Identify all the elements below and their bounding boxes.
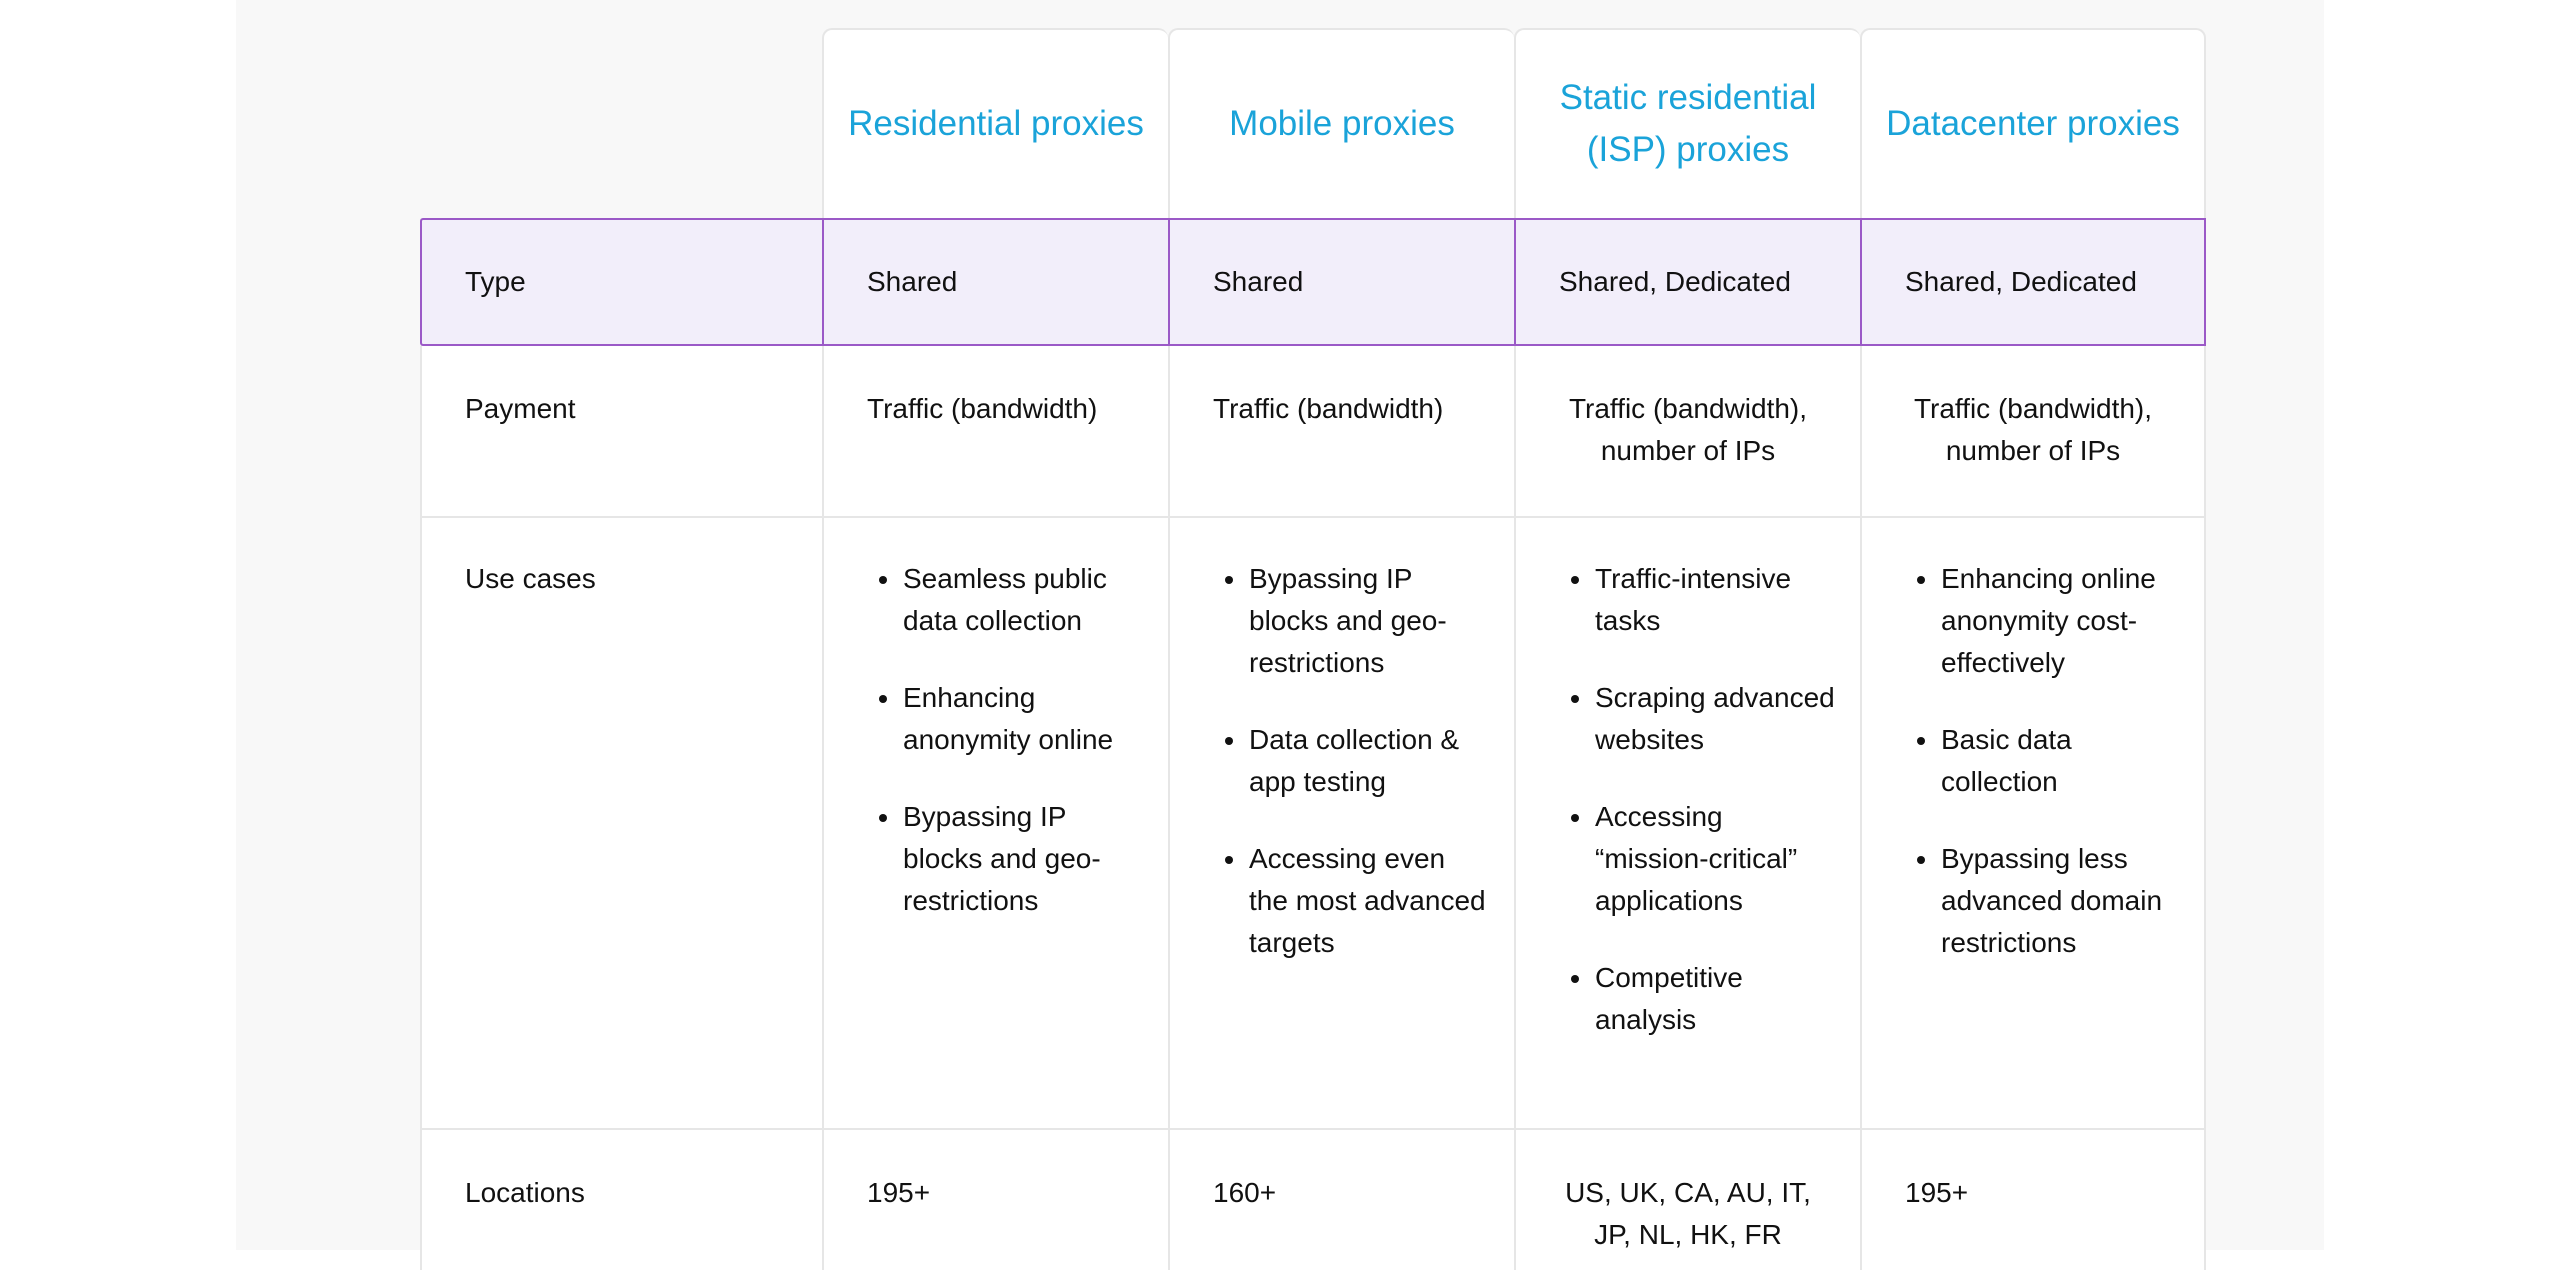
use-case-list bbox=[1213, 558, 1514, 964]
list-item: Bypassing IP blocks and geo-restrictions bbox=[903, 796, 1144, 922]
column-header-datacenter: Datacenter proxies bbox=[1860, 28, 2206, 218]
locations-text: US, UK, CA, AU, IT, JP, NL, HK, FR bbox=[1565, 1177, 1811, 1250]
list-item: Seamless public data collection bbox=[903, 558, 1144, 642]
row-label-payment: Payment bbox=[420, 346, 822, 518]
list-item: Traffic-intensive tasks bbox=[1595, 558, 1836, 642]
table-cell: 195+ bbox=[822, 1130, 1168, 1270]
list-item: Basic data collection bbox=[1941, 719, 2180, 803]
list-item: Enhancing online anonymity cost-effectively bbox=[1941, 558, 2180, 684]
table-row-payment bbox=[420, 346, 2206, 518]
row-label-locations: Locations bbox=[420, 1130, 822, 1270]
column-header-static-residential: Static residential (ISP) proxies bbox=[1514, 28, 1860, 218]
table-cell: Shared, Dedicated bbox=[1860, 218, 2206, 346]
table-cell bbox=[1514, 518, 1860, 1130]
row-label-type: Type bbox=[420, 218, 822, 346]
table-header-row bbox=[420, 28, 2206, 218]
row-label-use-cases: Use cases bbox=[420, 518, 822, 1130]
table-cell bbox=[1860, 346, 2206, 518]
table-cell bbox=[1514, 1130, 1860, 1270]
table-cell: Shared bbox=[822, 218, 1168, 346]
table-cell: Shared bbox=[1168, 218, 1514, 346]
table-cell bbox=[1860, 518, 2206, 1130]
use-case-list bbox=[1559, 558, 1860, 1041]
table-cell: Traffic (bandwidth) bbox=[822, 346, 1168, 518]
list-item: Bypassing less advanced domain restrictions bbox=[1941, 838, 2180, 964]
payment-text: Traffic (bandwidth), number of IPs bbox=[1568, 393, 1808, 466]
table-cell bbox=[822, 518, 1168, 1130]
table-cell bbox=[1168, 518, 1514, 1130]
use-case-list bbox=[867, 558, 1168, 922]
list-item: Accessing even the most advanced targets bbox=[1249, 838, 1490, 964]
header-empty-cell bbox=[420, 28, 822, 218]
table-row-use-cases bbox=[420, 518, 2206, 1130]
use-case-list bbox=[1905, 558, 2204, 964]
table-cell: Traffic (bandwidth) bbox=[1168, 346, 1514, 518]
table-cell bbox=[1514, 346, 1860, 518]
column-header-mobile: Mobile proxies bbox=[1168, 28, 1514, 218]
table-cell: 195+ bbox=[1860, 1130, 2206, 1270]
table-row-locations bbox=[420, 1130, 2206, 1270]
list-item: Competitive analysis bbox=[1595, 957, 1836, 1041]
table-cell: Shared, Dedicated bbox=[1514, 218, 1860, 346]
column-header-residential: Residential proxies bbox=[822, 28, 1168, 218]
list-item: Data collection & app testing bbox=[1249, 719, 1490, 803]
list-item: Scraping advanced websites bbox=[1595, 677, 1836, 761]
table-cell: 160+ bbox=[1168, 1130, 1514, 1270]
table-row-type bbox=[420, 218, 2206, 346]
list-item: Accessing “mission-critical” applications bbox=[1595, 796, 1836, 922]
list-item: Bypassing IP blocks and geo-restrictions bbox=[1249, 558, 1490, 684]
payment-text: Traffic (bandwidth), number of IPs bbox=[1913, 393, 2153, 466]
proxy-comparison-table bbox=[420, 28, 2206, 1270]
list-item: Enhancing anonymity online bbox=[903, 677, 1144, 761]
